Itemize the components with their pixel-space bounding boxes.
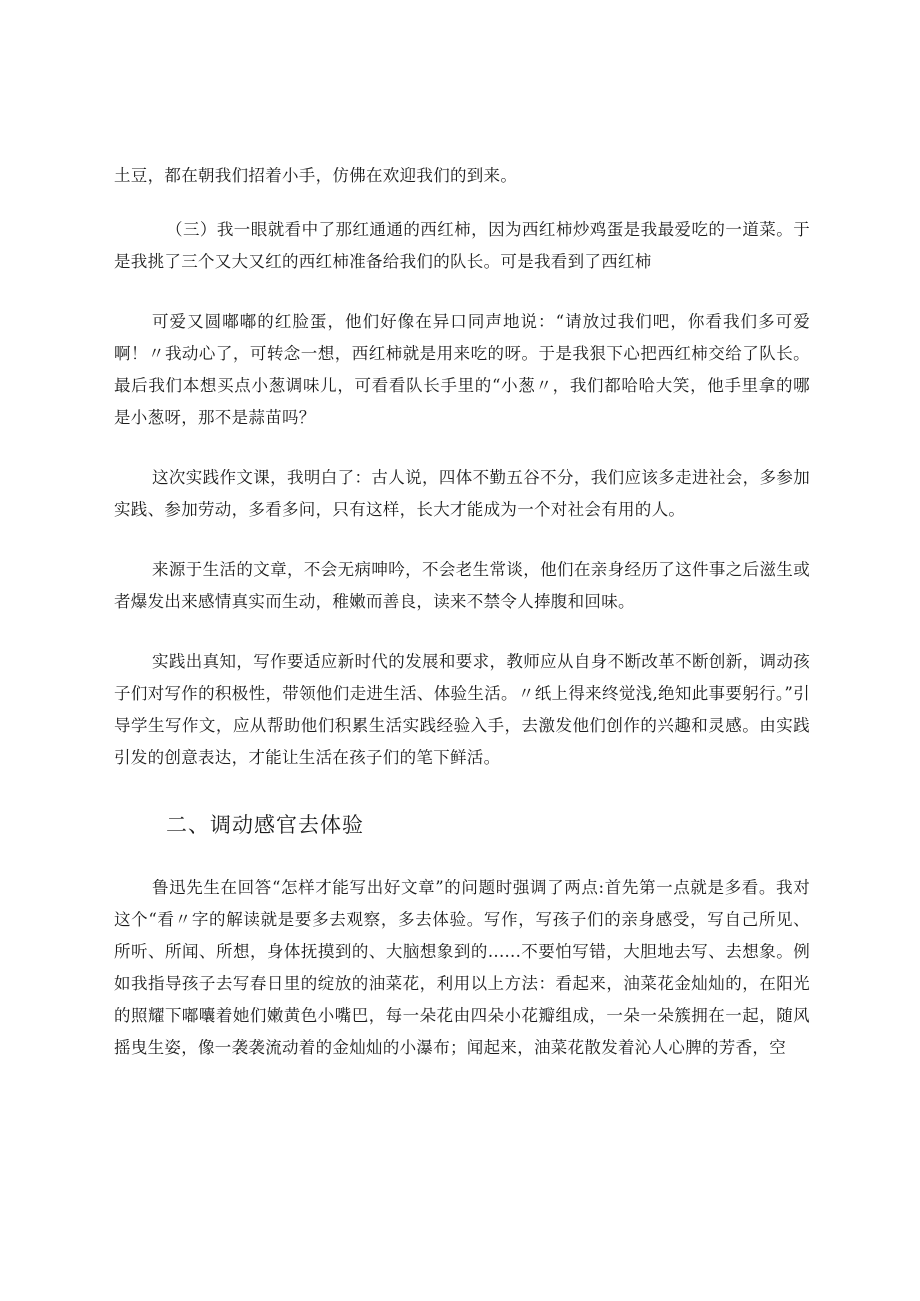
paragraph-tomatoes-cheeks: 可爱又圆嘟嘟的红脸蛋，他们好像在异口同声地说：“请放过我们吧，你看我们多可爱啊！〃我动心了，可转念一想，西红柿就是用来吃的呀。于是我狠下心把西红柿交给了队长。最后我们本想买点小葱调味儿，可看看队长手里的“小葱〃，我们都哈哈大笑，他手里拿的哪是小葱呀，那不是蒜苗吗？ xyxy=(114,312,810,427)
paragraph-potatoes: 土豆，都在朝我们招着小手，仿佛在欢迎我们的到来。 xyxy=(114,166,518,185)
paragraph-tomatoes-intro: （三）我一眼就看中了那红通通的西红柿，因为西红柿炒鸡蛋是我最爱吃的一道菜。于是我挑了三个又大又红的西红柿准备给我们的队长。可是我看到了西红柿 xyxy=(114,220,810,271)
section-heading: 二、调动感官去体验 xyxy=(166,813,364,837)
paragraph-practice-truth: 实践出真知，写作要适应新时代的发展和要求，教师应从自身不断改革不断创新，调动孩子们对写作的积极性，带领他们走进生活、体验生活。〃纸上得来终觉浅,绝知此事要躬行。”引导学生写作文，应从帮助他们积累生活实践经验入手，去激发他们创作的兴趣和灵感。由实践引发的创意表达，才能让生活在孩子们的笔下鲜活。 xyxy=(114,652,810,767)
paragraph-practice-lesson: 这次实践作文课，我明白了：古人说，四体不勤五谷不分，我们应该多走进社会，多参加实践、参加劳动，多看多问，只有这样，长大才能成为一个对社会有用的人。 xyxy=(114,468,810,519)
paragraph-life-source: 来源于生活的文章，不会无病呻吟，不会老生常谈，他们在亲身经历了这件事之后滋生或者爆发出来感情真实而生动，稚嫩而善良，读来不禁令人捧腹和回味。 xyxy=(114,560,810,611)
document-body xyxy=(114,160,810,1064)
paragraph-luxun: 鲁迅先生在回答“怎样才能写出好文章”的问题时强调了两点:首先第一点就是多看。我对这个“看〃字的解读就是要多去观察，多去体验。写作，写孩子们的亲身感受，写自己所见、所听、所闻、所想，身体抚摸到的、大脑想象到的......不要怕写错，大胆地去写、去想象。例如我指导孩子去写春日里的绽放的油菜花，利用以上方法：看起来，油菜花金灿灿的，在阳光的照耀下嘟囔着她们嫩黄色小嘴巴，每一朵花由四朵小花瓣组成，一朵一朵簇拥在一起，随风摇曳生姿，像一袭袭流动着的金灿灿的小瀑布；闻起来，油菜花散发着沁人心脾的芳香，空 xyxy=(114,878,810,1057)
